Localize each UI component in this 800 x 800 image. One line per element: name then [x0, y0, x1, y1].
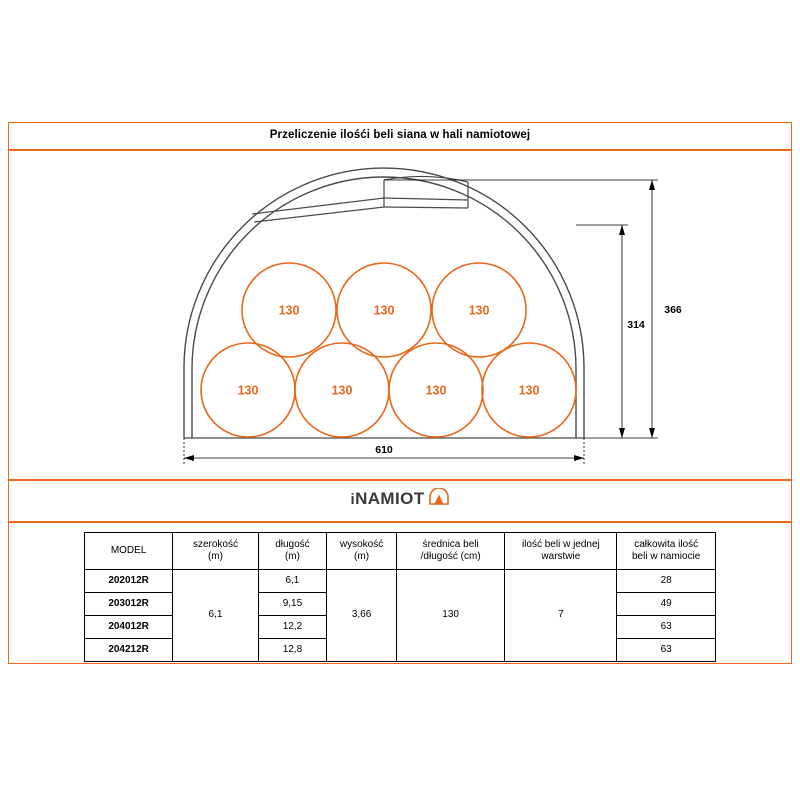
- table-row: [85, 570, 716, 593]
- column-header-height-line2: (m): [354, 551, 370, 562]
- brand-name-lead: i: [350, 490, 356, 508]
- column-header-length-line1: długość: [275, 538, 310, 550]
- bale-label: 130: [518, 383, 540, 398]
- column-header-diameter-line2: /długość (cm): [420, 551, 481, 562]
- height-dimensions: [384, 180, 658, 438]
- cell-total: 63: [617, 639, 716, 662]
- column-header-length-line2: (m): [284, 551, 300, 562]
- bale-label: 130: [331, 383, 353, 398]
- column-header-height-line1: wysokość: [339, 538, 384, 550]
- total-height-dimension-label: 366: [664, 304, 682, 316]
- specification-table: [84, 532, 716, 662]
- bale-label: 130: [278, 303, 300, 318]
- width-dimension-label: 610: [375, 444, 393, 456]
- cell-total: 28: [617, 570, 716, 593]
- column-header-total-line1: całkowita ilość: [634, 538, 699, 550]
- column-header-width: [173, 533, 258, 570]
- cell-total: 63: [617, 616, 716, 639]
- brand-logo: [0, 487, 800, 515]
- page-title: Przeliczenie ilośći beli siana w hali namiotowej: [269, 129, 531, 141]
- cell-length: 12,8: [258, 639, 327, 662]
- cell-total: 49: [617, 593, 716, 616]
- cell-model: 202012R: [85, 570, 173, 593]
- column-header-total-line2: beli w namiocie: [631, 551, 701, 562]
- column-header-length: [258, 533, 327, 570]
- inner-height-dimension-label: 314: [627, 319, 645, 331]
- column-header-diameter: [396, 533, 504, 570]
- cell-width: 6,1: [173, 570, 258, 662]
- cell-diameter: 130: [396, 570, 504, 662]
- column-header-per-layer-line1: ilość beli w jednej: [521, 538, 600, 550]
- cell-model: 203012R: [85, 593, 173, 616]
- bale-label: 130: [373, 303, 395, 318]
- tent-ridge-beam: [252, 176, 468, 222]
- tent-cross-section-drawing: [8, 150, 792, 480]
- column-header-width-line1: szerokość: [192, 538, 238, 550]
- bale-label: 130: [237, 383, 259, 398]
- column-header-per-layer: [505, 533, 617, 570]
- brand-name: NAMIOT: [355, 488, 425, 508]
- table-header-row: [85, 533, 716, 570]
- column-header-model: MODEL: [85, 533, 173, 570]
- cell-length: 9,15: [258, 593, 327, 616]
- cell-per-layer: 7: [505, 570, 617, 662]
- column-header-total: [617, 533, 716, 570]
- cell-length: 12,2: [258, 616, 327, 639]
- title-frame: [8, 122, 792, 150]
- column-header-width-line2: (m): [207, 551, 223, 562]
- cell-height: 3,66: [327, 570, 397, 662]
- column-header-per-layer-line2: warstwie: [541, 551, 581, 562]
- column-header-diameter-line1: średnica beli: [422, 538, 479, 550]
- tent-logo-icon: [428, 488, 450, 511]
- column-header-height: [327, 533, 397, 570]
- bale-label: 130: [425, 383, 447, 398]
- bale-label: 130: [468, 303, 490, 318]
- cell-length: 6,1: [258, 570, 327, 593]
- cell-model: 204012R: [85, 616, 173, 639]
- cell-model: 204212R: [85, 639, 173, 662]
